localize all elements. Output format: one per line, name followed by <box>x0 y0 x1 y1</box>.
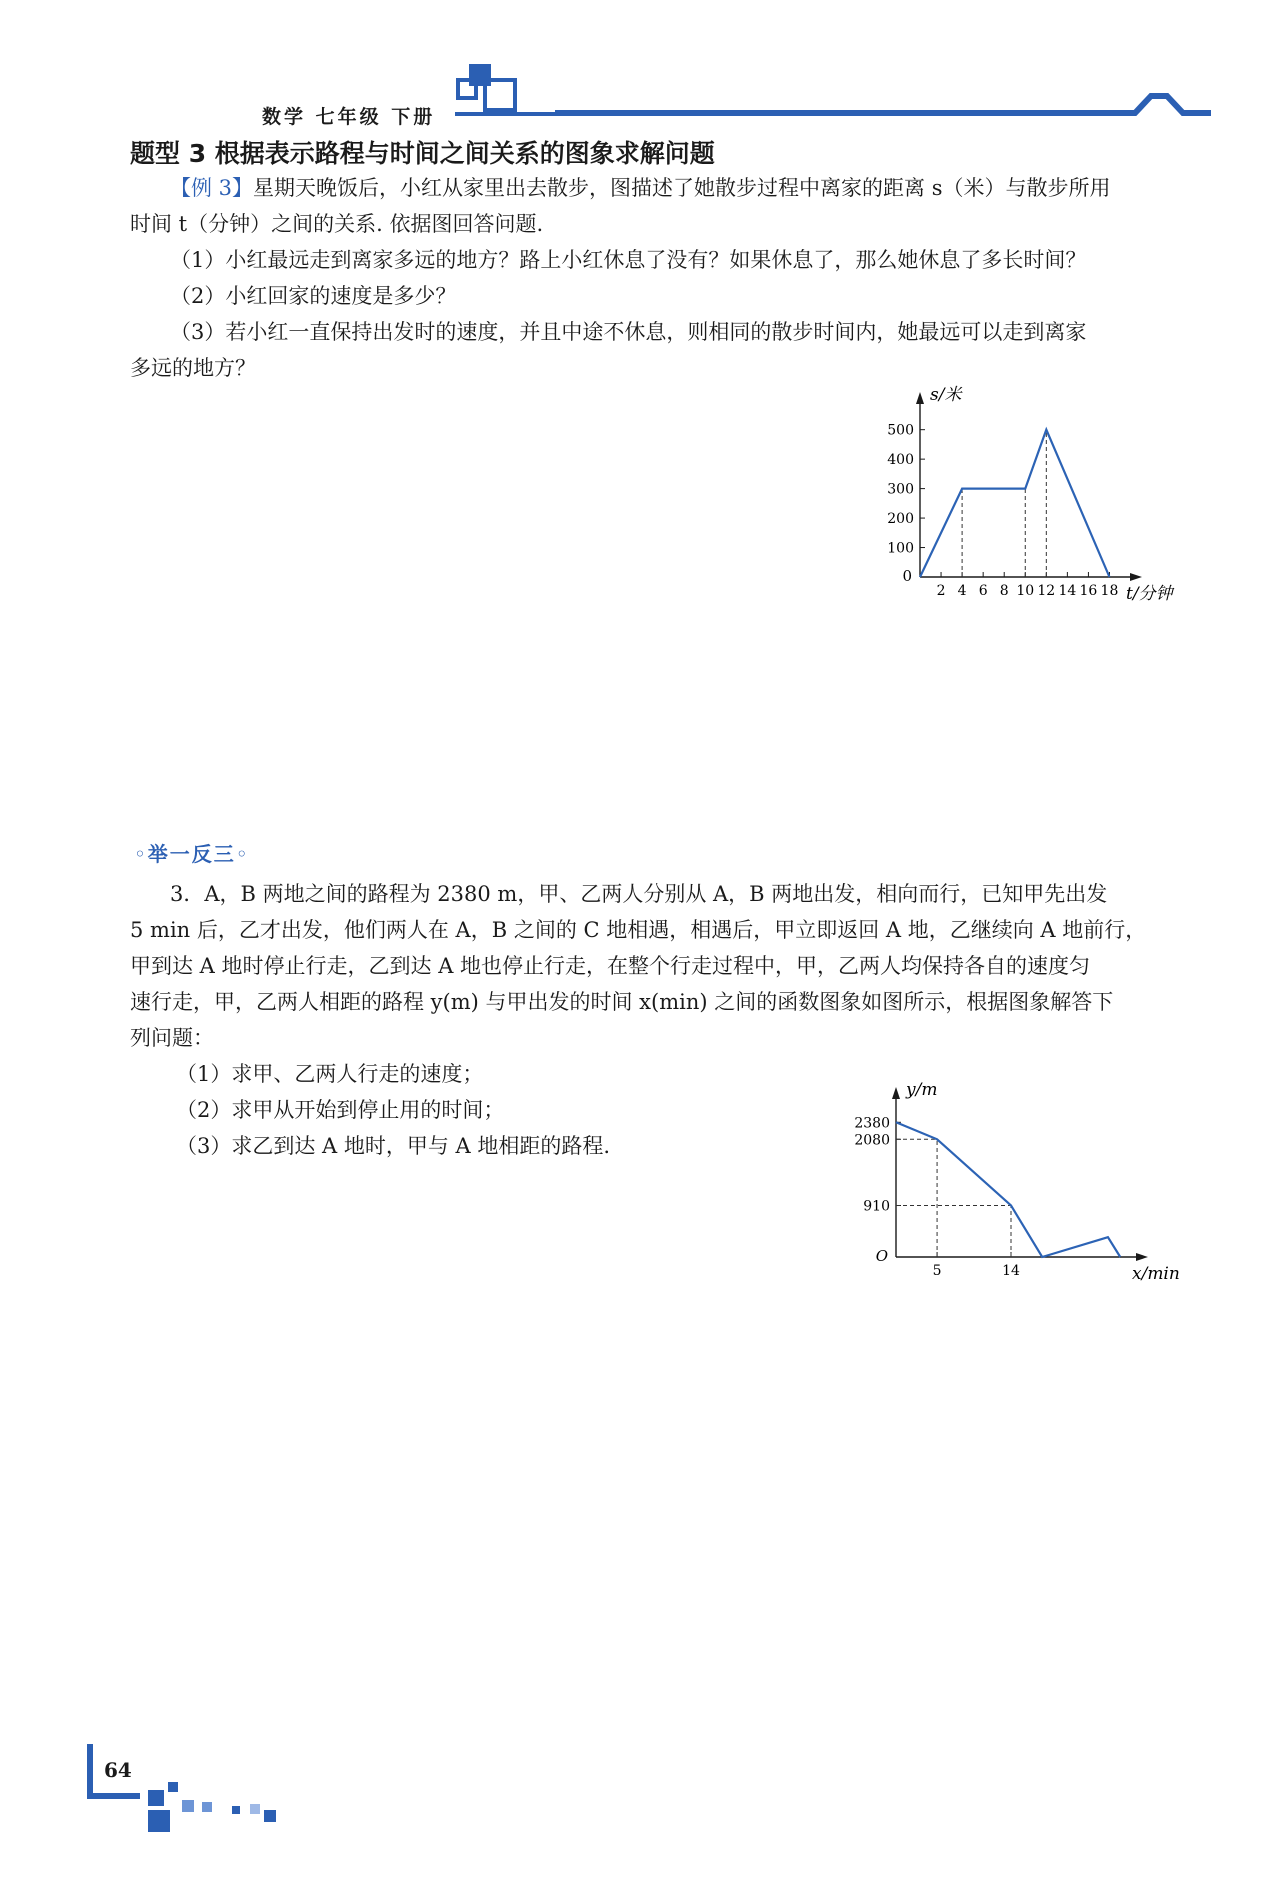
practice-question-1: （1）求甲、乙两人行走的速度； <box>176 1062 484 1086</box>
x-tick-label: 8 <box>999 583 1009 599</box>
y-axis-arrow <box>892 1087 900 1099</box>
x-tick-label: 14 <box>1058 583 1077 599</box>
practice-line-3: 甲到达 A 地时停止行走，乙到达 A 地也停止行走，在整个行走过程中，甲，乙两人均保持各自的速度匀 <box>130 954 1091 978</box>
y-tick-label: 200 <box>887 511 914 528</box>
x-tick-label: 5 <box>932 1263 942 1279</box>
header-decoration <box>455 60 1215 130</box>
origin-label: 0 <box>902 567 912 585</box>
example-question-3: （3）若小红一直保持出发时的速度，并且中途不休息，则相同的散步时间内，她最远可以走到离家 <box>170 320 1087 344</box>
y-axis-label: s/米 <box>930 385 962 405</box>
x-tick-label: 14 <box>1002 1263 1020 1279</box>
x-axis-arrow <box>1136 1253 1148 1261</box>
y-axis-label: y/m <box>906 1080 938 1100</box>
example-intro-2: 时间 t（分钟）之间的关系. 依据图回答问题. <box>130 212 544 236</box>
distance-time-chart <box>880 385 1220 622</box>
series-line <box>920 430 1109 577</box>
x-tick-label: 18 <box>1100 583 1119 599</box>
x-tick-label: 2 <box>936 583 946 599</box>
y-tick-label: 2380 <box>854 1115 890 1132</box>
x-tick-label: 4 <box>957 583 967 599</box>
practice-question-2: （2）求甲从开始到停止用的时间； <box>176 1098 505 1122</box>
y-tick-label: 100 <box>887 540 914 557</box>
section-title: 题型 3 根据表示路程与时间之间关系的图象求解问题 <box>130 139 715 168</box>
y-tick-label: 2080 <box>854 1132 890 1149</box>
practice-line-2: 5 min 后，乙才出发，他们两人在 A，B 之间的 C 地相遇，相遇后，甲立即返回 A 地，乙继续向 A 地前行， <box>130 918 1147 942</box>
practice-line-4: 速行走，甲，乙两人相距的路程 y(m) 与甲出发的时间 x(min) 之间的函数图象如图所示，根据图象解答下 <box>130 990 1114 1014</box>
book-header-label: 数学 七年级 下册 <box>262 106 436 128</box>
x-tick-label: 10 <box>1016 583 1035 599</box>
x-tick-label: 6 <box>978 583 988 599</box>
practice-heading: ◦举一反三◦ <box>134 842 250 866</box>
x-axis-label: t/分钟 <box>1126 584 1173 604</box>
x-axis-label: x/min <box>1132 1264 1180 1284</box>
y-tick-label: 400 <box>887 452 914 469</box>
practice-question-3: （3）求乙到达 A 地时，甲与 A 地相距的路程. <box>176 1134 611 1158</box>
example-question-3-cont: 多远的地方？ <box>130 356 256 380</box>
origin-label: O <box>875 1247 888 1265</box>
practice-line-5: 列问题： <box>130 1026 214 1050</box>
practice-line-1: 3．A，B 两地之间的路程为 2380 m，甲、乙两人分别从 A，B 两地出发，相向而行，已知甲先出发 <box>170 882 1108 906</box>
example-question-1: （1）小红最远走到离家多远的地方？路上小红休息了没有？如果休息了，那么她休息了多长时间？ <box>170 248 1087 272</box>
example-intro: 星期天晚饭后，小红从家里出去散步，图描述了她散步过程中离家的距离 s（米）与散步所用 <box>253 176 1111 200</box>
y-tick-label: 910 <box>863 1198 890 1215</box>
x-axis-arrow <box>1130 573 1142 581</box>
example-block <box>130 170 1205 386</box>
y-tick-label: 300 <box>887 481 914 498</box>
series-line <box>896 1122 1120 1257</box>
x-tick-label: 12 <box>1037 583 1056 599</box>
example-question-2: （2）小红回家的速度是多少？ <box>170 284 457 308</box>
y-tick-label: 500 <box>887 422 914 439</box>
example-tag: 【例 3】 <box>170 176 254 200</box>
page-number: 64 <box>104 1758 132 1782</box>
example-intro-line <box>130 170 1205 206</box>
x-tick-label: 16 <box>1079 583 1098 599</box>
page-number-decoration <box>84 1738 304 1848</box>
distance-apart-chart <box>854 1065 1190 1305</box>
y-axis-arrow <box>916 392 924 404</box>
